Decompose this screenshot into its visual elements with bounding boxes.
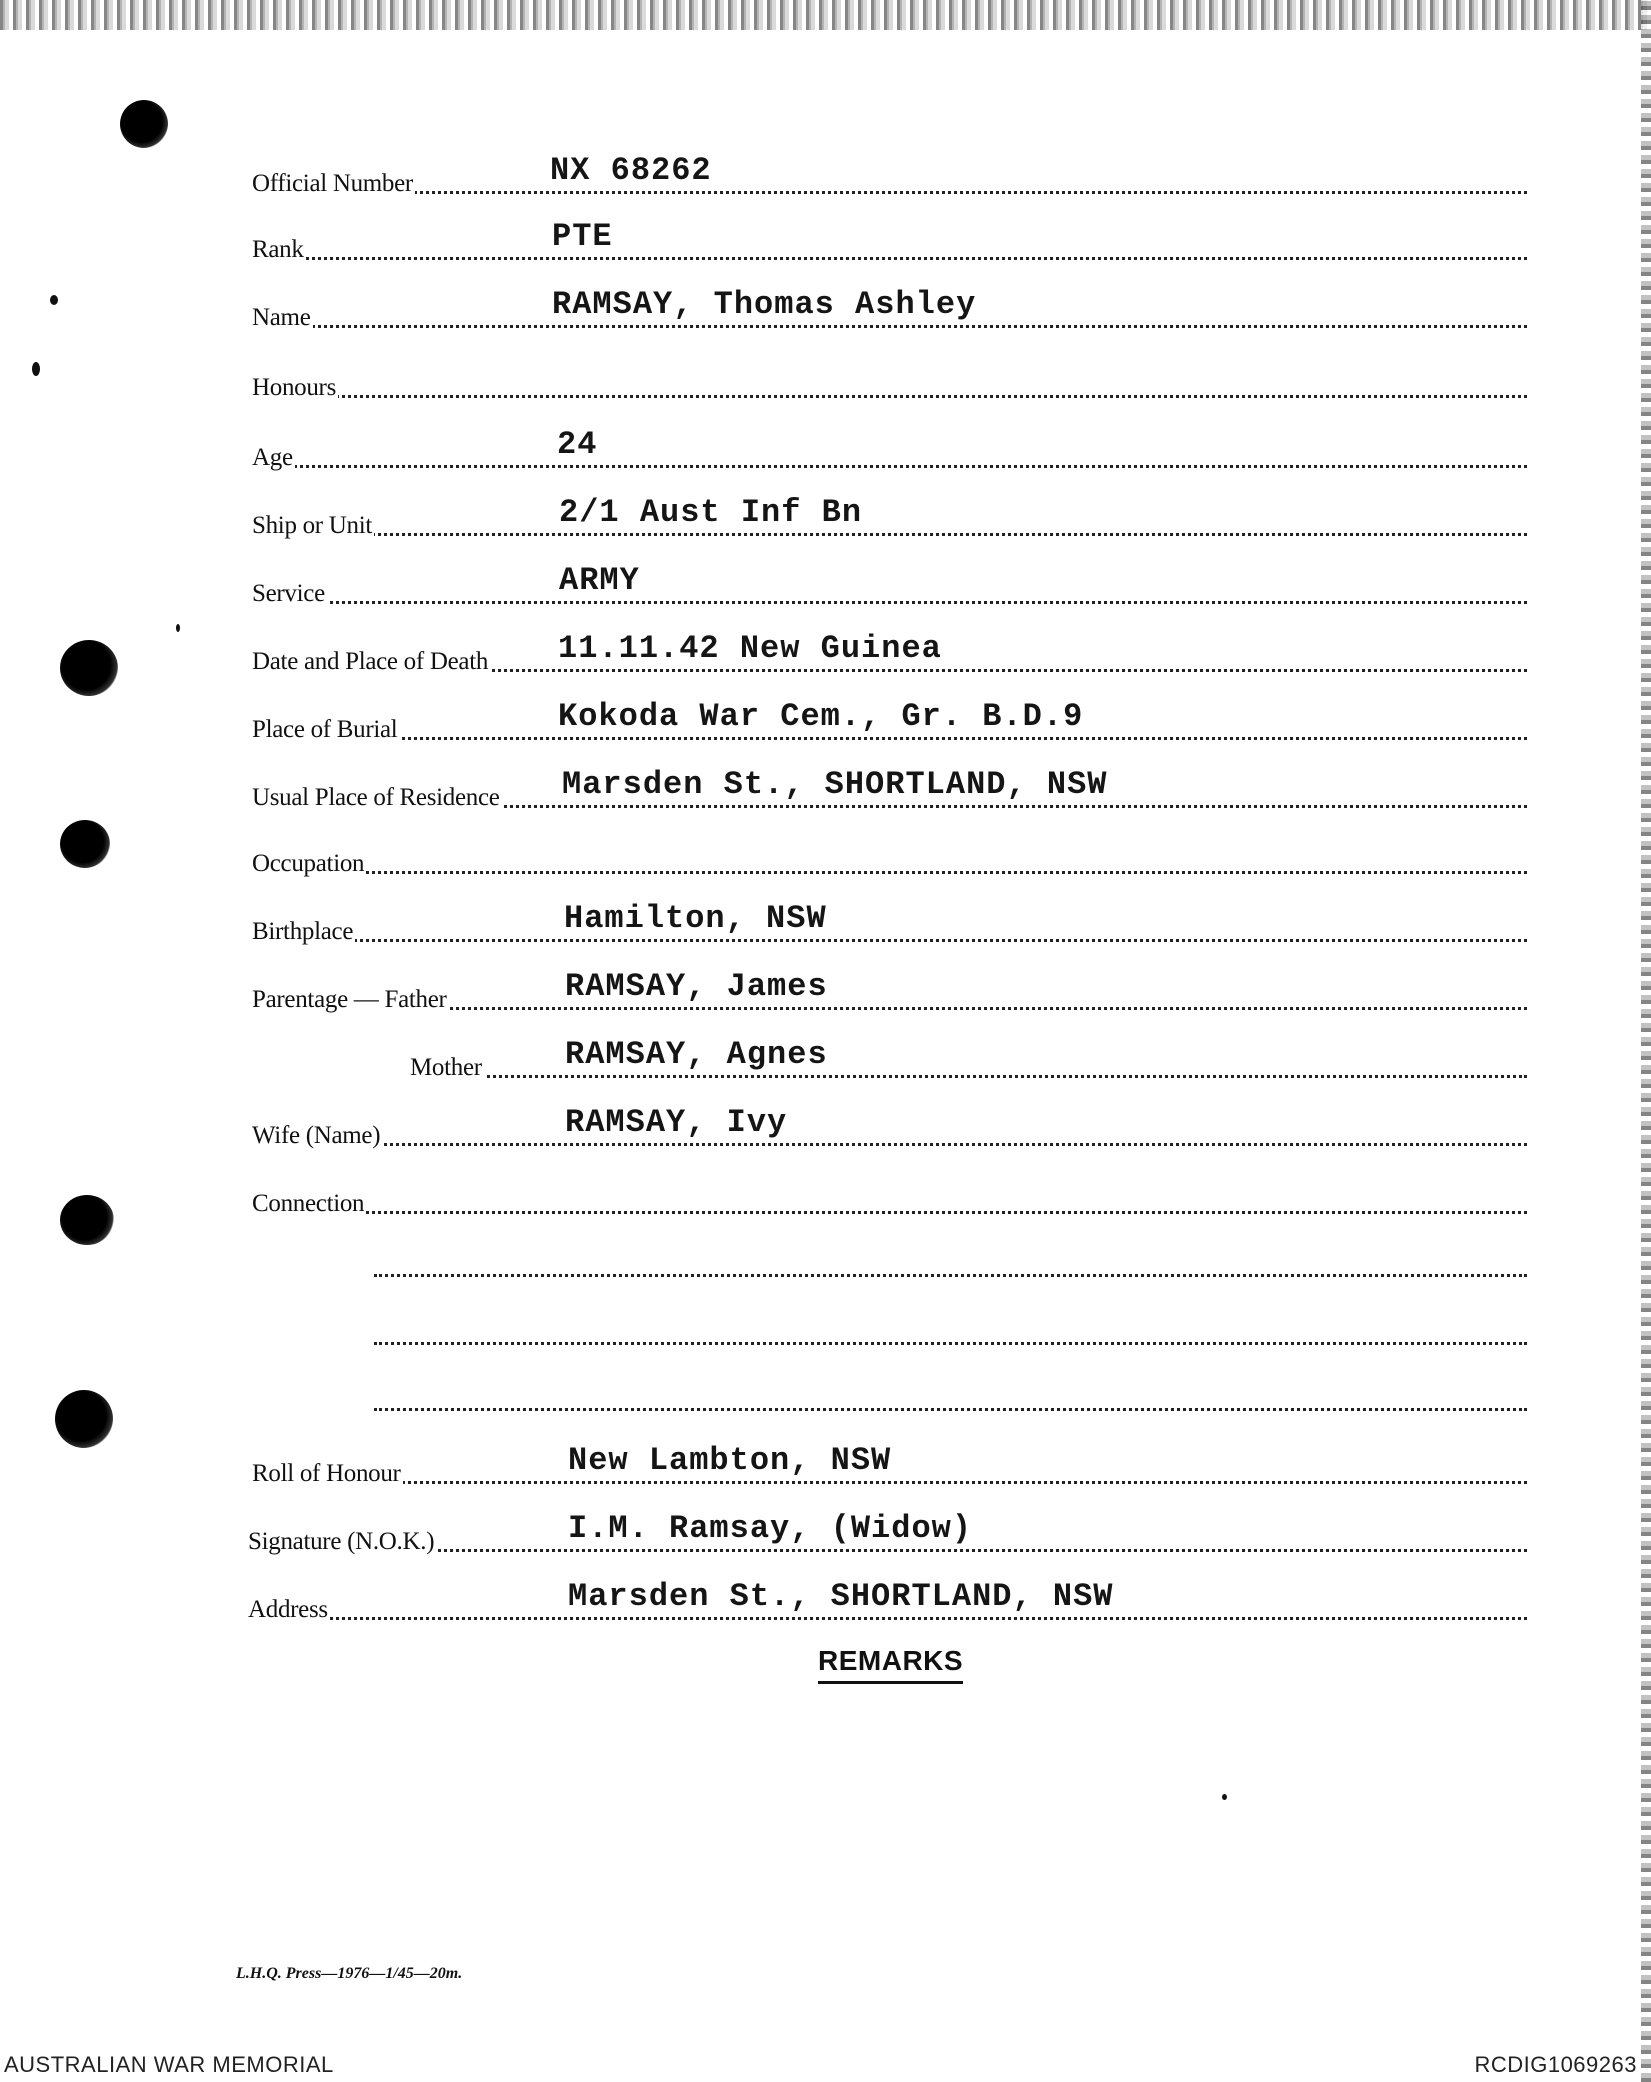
row-service	[252, 552, 1527, 608]
value-service: ARMY	[559, 562, 640, 599]
value-father: RAMSAY, James	[565, 968, 828, 1005]
row-connection	[252, 1162, 1527, 1218]
leader-dots	[252, 1143, 1527, 1146]
row-birthplace	[252, 890, 1527, 946]
row-usual-residence	[252, 756, 1527, 812]
row-ship-or-unit	[252, 484, 1527, 540]
label-occupation: Occupation	[252, 850, 365, 877]
row-address	[248, 1568, 1527, 1624]
value-wife: RAMSAY, Ivy	[565, 1104, 788, 1141]
remarks-heading: REMARKS	[818, 1645, 963, 1684]
row-wife	[252, 1094, 1527, 1150]
row-signature	[248, 1500, 1527, 1556]
label-address: Address	[248, 1596, 328, 1623]
speck	[176, 624, 180, 632]
value-date-place-death: 11.11.42 New Guinea	[558, 630, 942, 667]
row-rank	[252, 208, 1527, 264]
row-place-of-burial	[252, 688, 1527, 744]
value-signature: I.M. Ramsay, (Widow)	[568, 1510, 973, 1547]
punch-hole-3	[60, 820, 110, 868]
leader-dots	[252, 1481, 1527, 1484]
punch-hole-1	[120, 100, 168, 148]
punch-hole-5	[55, 1390, 113, 1448]
label-roll-of-honour: Roll of Honour	[252, 1460, 401, 1487]
leader-dots	[252, 395, 1527, 398]
leader-dots	[252, 257, 1527, 260]
punch-hole-2	[60, 640, 118, 696]
row-age	[252, 416, 1527, 472]
row-mother	[252, 1026, 1527, 1082]
leader-dots	[252, 939, 1527, 942]
row-occupation	[252, 822, 1527, 878]
row-roll-of-honour	[252, 1432, 1527, 1488]
leader-dots	[252, 737, 1527, 740]
value-name: RAMSAY, Thomas Ashley	[552, 286, 977, 323]
label-father: Parentage — Father	[252, 986, 447, 1013]
punch-hole-4	[60, 1195, 114, 1245]
label-wife: Wife (Name)	[252, 1122, 381, 1149]
footer-record-id: RCDIG1069263	[1474, 2052, 1637, 2077]
printer-note: L.H.Q. Press—1976—1/45—20m.	[236, 1965, 463, 1982]
row-honours	[252, 346, 1527, 402]
leader-dots	[252, 1211, 1527, 1214]
scan-edge-top	[0, 0, 1651, 30]
value-roll-of-honour: New Lambton, NSW	[568, 1442, 892, 1479]
label-name: Name	[252, 304, 311, 331]
leader-dots	[410, 1075, 1527, 1078]
label-age: Age	[252, 444, 293, 471]
label-ship-or-unit: Ship or Unit	[252, 512, 373, 539]
label-signature: Signature (N.O.K.)	[248, 1528, 435, 1555]
label-place-of-burial: Place of Burial	[252, 716, 398, 743]
label-birthplace: Birthplace	[252, 918, 354, 945]
label-usual-residence: Usual Place of Residence	[252, 784, 500, 811]
connection-line-4	[374, 1408, 1527, 1411]
label-mother: Mother	[410, 1054, 482, 1081]
connection-line-2	[374, 1274, 1527, 1277]
row-name	[252, 276, 1527, 332]
row-official-number	[252, 142, 1527, 198]
value-address: Marsden St., SHORTLAND, NSW	[568, 1578, 1114, 1615]
speck	[50, 295, 58, 305]
label-rank: Rank	[252, 236, 304, 263]
speck	[1222, 1794, 1227, 1800]
value-mother: RAMSAY, Agnes	[565, 1036, 828, 1073]
footer-institution: AUSTRALIAN WAR MEMORIAL	[4, 2052, 334, 2077]
value-ship-or-unit: 2/1 Aust Inf Bn	[559, 494, 863, 531]
value-birthplace: Hamilton, NSW	[564, 900, 827, 937]
value-official-number: NX 68262	[550, 152, 712, 189]
label-connection: Connection	[252, 1190, 365, 1217]
scan-edge-right	[1641, 0, 1651, 2082]
row-father	[252, 958, 1527, 1014]
leader-dots	[252, 325, 1527, 328]
leader-dots	[252, 1549, 1527, 1552]
value-place-of-burial: Kokoda War Cem., Gr. B.D.9	[558, 698, 1084, 735]
label-date-place-death: Date and Place of Death	[252, 648, 489, 675]
leader-dots	[252, 533, 1527, 536]
label-official-number: Official Number	[252, 170, 413, 197]
value-rank: PTE	[552, 218, 613, 255]
value-age: 24	[557, 426, 598, 463]
leader-dots	[252, 191, 1527, 194]
speck	[32, 362, 40, 376]
label-service: Service	[252, 580, 325, 607]
label-honours: Honours	[252, 374, 337, 401]
leader-dots	[252, 601, 1527, 604]
leader-dots	[252, 465, 1527, 468]
value-usual-residence: Marsden St., SHORTLAND, NSW	[562, 766, 1108, 803]
leader-dots	[252, 1617, 1527, 1620]
leader-dots	[252, 871, 1527, 874]
row-date-place-death	[252, 620, 1527, 676]
connection-line-3	[374, 1342, 1527, 1345]
